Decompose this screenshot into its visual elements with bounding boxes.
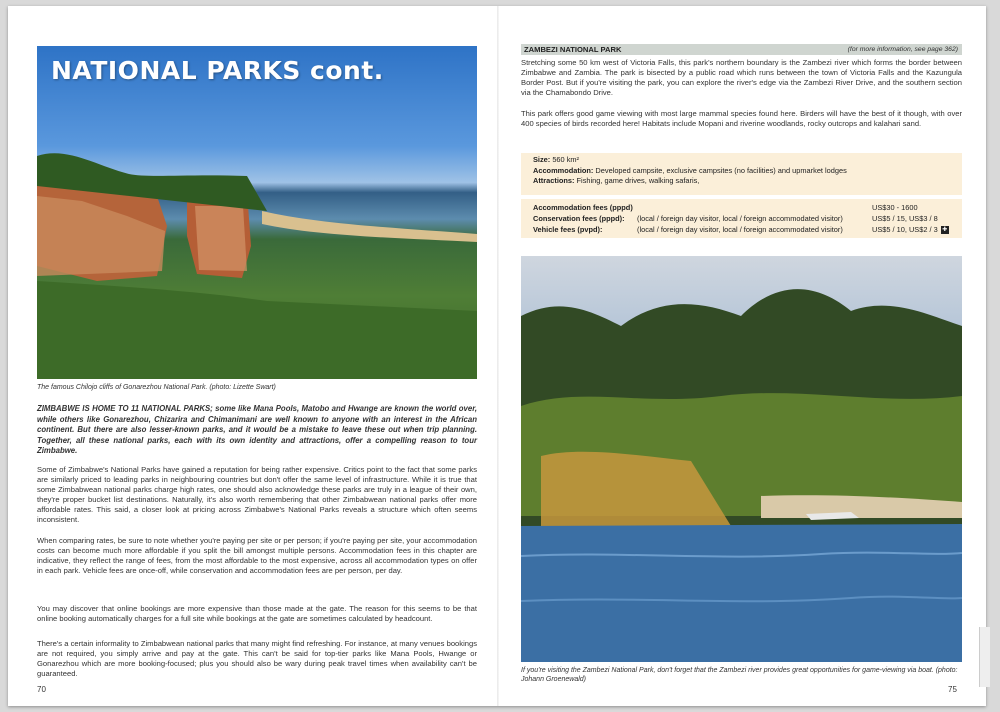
fee-label: Vehicle fees (pvpd): [533, 225, 603, 234]
page-number: 75 [948, 685, 957, 694]
park-info-box [521, 153, 962, 195]
fees-box [521, 199, 962, 238]
attractions-label: Attractions: [533, 176, 575, 185]
fee-value [872, 225, 949, 236]
body-paragraph: Some of Zimbabwe's National Parks have gained a reputation for being rather expensive. Critics point to the fact that some parks are similarly priced to leading parks in neighbouring countries but don't offer the same level of infrastructure. While it is true that some Zimbabwean national parks charge high rates, one should also acknowledge these parks are truly in a league of their own, they're proper bucket list destinations. Naturally, it's also worth remembering that other Zimbabwean national parks offer more affordable rates. This said, a closer look at pricing across Zimbabwe's National Parks reveals a structure which often seems inconsistent. [37, 465, 477, 524]
fee-label: Conservation fees (pppd): [533, 214, 625, 223]
left-page [8, 6, 497, 706]
fee-note: (local / foreign day visitor, local / foreign accommodated visitor) [637, 225, 843, 234]
page-number: 70 [37, 685, 46, 694]
fee-value: US$30 - 1600 [872, 203, 918, 212]
photo-caption: If you're visiting the Zambezi National Park, don't forget that the Zambezi river provides great opportunities for game-viewing via boat. (photo: Johann Groenewald) [521, 667, 958, 683]
size-row [521, 155, 962, 166]
intro-paragraph: ZIMBABWE IS HOME TO 11 NATIONAL PARKS; some like Mana Pools, Matobo and Hwange are known the world over, while others like Gonarezhou, Chizarira and Chimanimani are well known to anyone with an interest in the African continent. But there are also lesser-known parks, and it would be a mistake to leave these out when trip planning. Together, all these national parks, each with its own identity and attractions, offer a compelling reason to tour Zimbabwe. [37, 404, 477, 455]
size-value: 560 km² [552, 155, 580, 164]
river-illustration [521, 256, 962, 662]
page-edge-tab [979, 627, 990, 687]
accommodation-label: Accommodation: [533, 165, 594, 175]
attractions-value: Fishing, game drives, walking safaris, [576, 176, 700, 185]
body-paragraph: You may discover that online bookings are more expensive than those made at the gate. The reason for this seems to be that online booking automatically charges for a full site while bookings at the gate are sometimes calculated by headcount. [37, 604, 477, 623]
section-title: ZAMBEZI NATIONAL PARK [524, 45, 622, 54]
photo-caption: The famous Chilojo cliffs of Gonarezhou National Park. (photo: Lizette Swart) [37, 384, 276, 391]
size-label: Size: [533, 155, 551, 164]
body-paragraph: When comparing rates, be sure to note whether you're paying per site or per person; if you're paying per site, your accommodation costs can become much more affordable if you split the bill amongst multiple persons. Accommodation fees in this chapter are indicative, they reflect the range of fees, from the most affordable to the most expensive, across all accommodation types on offer in each park. Vehicle fees are once-off, while conservation and accommodation fees are per person, per day. [37, 536, 477, 575]
fee-row [533, 214, 953, 225]
fee-row [533, 203, 953, 214]
cliff-illustration [37, 46, 477, 379]
fee-value: US$5 / 15, US$3 / 8 [872, 214, 938, 223]
accommodation-value: Developed campsite, exclusive campsites (no facilities) and upmarket lodges [595, 165, 847, 175]
zambezi-river-photo [521, 256, 962, 662]
fee-label: Accommodation fees (pppd) [533, 203, 633, 212]
fee-value-text: US$5 / 10, US$2 / 3 [872, 225, 938, 234]
more-info-reference: (for more information, see page 362) [847, 46, 958, 53]
book-spread [8, 6, 986, 706]
fee-row [533, 225, 953, 236]
attractions-row [521, 176, 962, 187]
right-page [499, 6, 986, 706]
fee-note: (local / foreign day visitor, local / foreign accommodated visitor) [637, 214, 843, 223]
body-paragraph: This park offers good game viewing with most large mammal species found here. Birders will have the best of it though, with over 400 species of birds recorded here! Habitats include Mopani and riverine woodlands, rocky outcrops and kalahari sand. [521, 109, 962, 128]
four-by-four-icon: ✚ [942, 227, 948, 234]
section-title-overlay: NATIONAL PARKS cont. [51, 56, 384, 85]
chilojo-cliffs-photo [37, 46, 477, 379]
section-header [521, 44, 962, 55]
accommodation-row [521, 166, 962, 177]
body-paragraph: Stretching some 50 km west of Victoria Falls, this park's northern boundary is the Zambezi river which forms the border between Zimbabwe and Zambia. The park is bisected by a public road which runs between the town of Victoria Falls and the Kazungula Border Post. But if you're visiting the park, you can explore the river's edge via the Zambezi River Drive, and the southern section via the Chamabondo Drive. [521, 58, 962, 97]
body-paragraph: There's a certain informality to Zimbabwean national parks that many might find refreshing. For instance, at many venues bookings are not required, you simply arrive and pay at the gate. This can't be said for top-tier parks like Mana Pools, Hwange or Gonarezhou which are more booking-focused; plus you should also be wary during peak travel times when availability can't be guaranteed. [37, 639, 477, 678]
